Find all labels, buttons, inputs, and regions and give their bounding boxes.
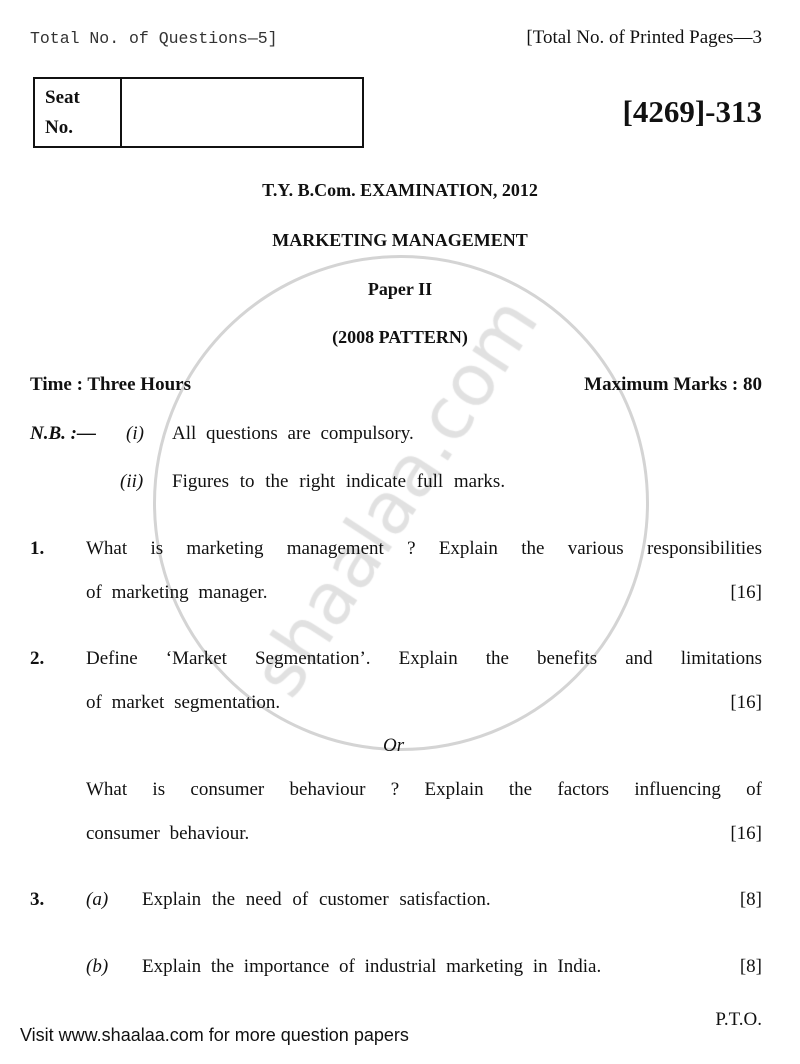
q3b-text: Explain the importance of industrial marketing in India.: [142, 956, 602, 977]
q3-number: 3.: [30, 889, 45, 910]
paper-title: Paper II: [367, 279, 433, 299]
q2-marks: [16]: [730, 692, 762, 713]
q2-line1: Define ‘Market Segmentation’. Explain the benefits and limitations: [86, 648, 762, 669]
total-pages: [Total No. of Printed Pages—3: [526, 27, 762, 48]
pattern-title: (2008 PATTERN): [332, 327, 468, 347]
q3a-marks: [8]: [739, 889, 762, 910]
q2-number: 2.: [30, 648, 45, 669]
time: Time : Three Hours: [30, 374, 191, 395]
seat-label: [45, 83, 80, 143]
q3b-num: (b): [86, 956, 109, 977]
seat-divider: [120, 79, 122, 146]
nb-ii-num: (ii): [120, 471, 144, 492]
total-questions: Total No. of Questions—5]: [30, 29, 278, 48]
nb-i-text: All questions are compulsory.: [172, 423, 414, 444]
q2-alt-line1: What is consumer behaviour ? Explain the factors influencing of: [86, 779, 762, 800]
nb-label: N.B. :—: [30, 423, 96, 444]
q3a-num: (a): [86, 889, 109, 910]
nb-i-num: (i): [126, 423, 144, 444]
q2-alt-marks: [16]: [730, 823, 762, 844]
q1-marks: [16]: [730, 582, 762, 603]
max-marks: Maximum Marks : 80: [584, 374, 762, 395]
footer-link[interactable]: Visit www.shaalaa.com for more question papers: [20, 1025, 409, 1045]
exam-title: T.Y. B.Com. EXAMINATION, 2012: [262, 180, 538, 200]
seat-number-box[interactable]: [33, 77, 364, 148]
pto: P.T.O.: [715, 1009, 762, 1030]
q2-alt-line2: consumer behaviour.: [86, 823, 250, 844]
q1-line1: What is marketing management ? Explain the various responsibilities: [86, 538, 762, 559]
seat-label-line1: Seat: [45, 87, 80, 108]
q3b-marks: [8]: [739, 956, 762, 977]
nb-ii-text: Figures to the right indicate full marks.: [172, 471, 506, 492]
seat-label-line2: No.: [45, 117, 73, 138]
q1-number: 1.: [30, 538, 45, 559]
q3a-text: Explain the need of customer satisfaction.: [142, 889, 491, 910]
q1-line2: of marketing manager.: [86, 582, 268, 603]
q2-line2: of market segmentation.: [86, 692, 281, 713]
paper-code: [4269]-313: [622, 94, 762, 129]
subject-title: MARKETING MANAGEMENT: [272, 230, 528, 250]
q2-or: Or: [383, 735, 405, 756]
